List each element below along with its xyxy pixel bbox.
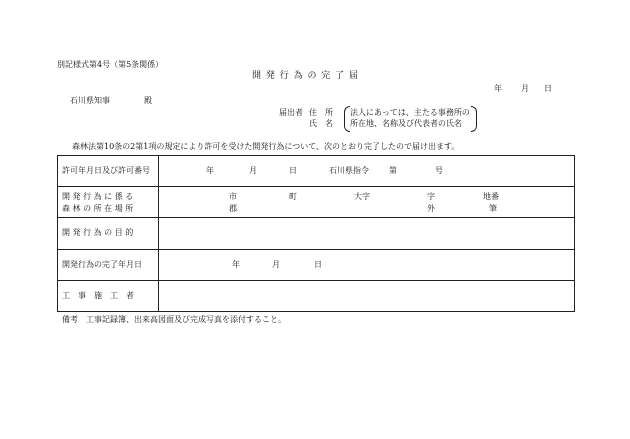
- location-oaza: 大字: [354, 192, 370, 202]
- applicant-note-line1: 法人にあっては、主たる事務所の: [350, 108, 470, 117]
- intro-text: 森林法第10条の2第1項の規定により許可を受けた開発行為について、次のとおり完了したので届け出ます。: [72, 142, 460, 151]
- completion-month: 月: [272, 259, 280, 269]
- date-year: 年: [494, 84, 502, 93]
- location-soto: 外: [427, 204, 435, 214]
- table-row-contractor: [58, 280, 575, 311]
- permit-label: 許可年月日及び許可番号: [62, 166, 150, 175]
- location-aza: 字: [427, 192, 435, 202]
- permit-label-cell: [58, 156, 159, 187]
- completion-date-label-cell: [58, 249, 159, 280]
- purpose-label: 開 発 行 為 の 目 的: [62, 228, 134, 238]
- table-row-completion-date: [58, 249, 575, 280]
- form-reference: 別記様式第4号（第5条関係）: [57, 60, 164, 69]
- location-label-line2: 森 林 の 所 在 場 所: [62, 204, 134, 214]
- purpose-value-cell[interactable]: [159, 218, 575, 249]
- location-chiban: 地番: [483, 192, 499, 202]
- notifier-label: 届出者: [279, 108, 303, 117]
- location-machi: 町: [289, 192, 297, 202]
- completion-form-table: [57, 155, 575, 312]
- permit-designation: 石川県指令: [329, 166, 369, 175]
- date-month: 月: [521, 84, 529, 93]
- remarks: 備考 工事記録簿、出来高図面及び完成写真を添付すること。: [62, 315, 286, 324]
- permit-day: 日: [289, 166, 297, 175]
- document-title: 開 発 行 為 の 完 了 届: [252, 71, 360, 81]
- recipient-honorific: 殿: [144, 96, 152, 105]
- permit-number-suffix: 号: [435, 166, 443, 175]
- date-day: 日: [544, 84, 552, 93]
- bracket-right: [471, 106, 477, 132]
- table-row-purpose: [58, 218, 575, 249]
- table-row-location: [58, 187, 575, 218]
- location-label-cell: [58, 187, 159, 218]
- permit-month: 月: [249, 166, 257, 175]
- name-label: 氏 名: [309, 119, 333, 128]
- location-gun: 郡: [229, 204, 237, 214]
- contractor-value-cell[interactable]: [159, 280, 575, 311]
- applicant-note-line2: 所在地、名称及び代表者の氏名: [350, 119, 462, 128]
- permit-number-prefix: 第: [389, 166, 397, 175]
- location-label-line1: 開 発 行 為 に 係 る: [62, 192, 134, 202]
- location-shi: 市: [229, 192, 237, 202]
- location-value-cell[interactable]: [159, 187, 575, 218]
- location-hitsu: 筆: [489, 204, 497, 214]
- table-row-permit: [58, 156, 575, 187]
- permit-year: 年: [206, 166, 214, 175]
- permit-value-cell[interactable]: [159, 156, 575, 187]
- completion-date-value-cell[interactable]: [159, 249, 575, 280]
- address-label: 住 所: [309, 108, 333, 117]
- completion-date-label: 開発行為の完了年月日: [62, 259, 142, 269]
- purpose-label-cell: [58, 218, 159, 249]
- completion-day: 日: [314, 259, 322, 269]
- contractor-label-cell: [58, 280, 159, 311]
- completion-year: 年: [232, 259, 240, 269]
- recipient-name: 石川県知事: [70, 96, 110, 105]
- contractor-label: 工 事 施 工 者: [62, 290, 134, 300]
